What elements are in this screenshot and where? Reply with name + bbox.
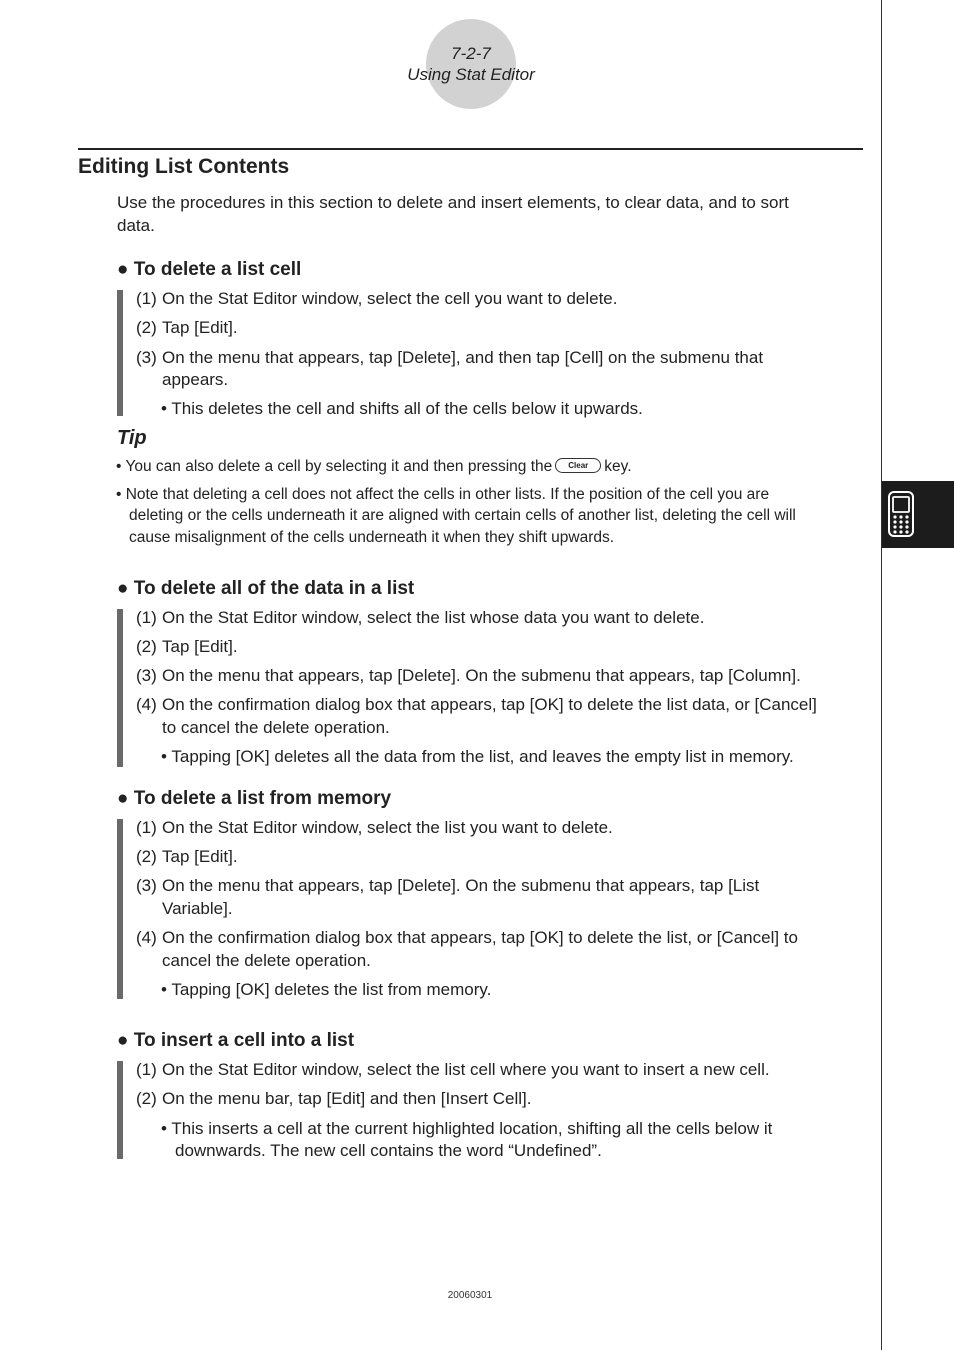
procedure-heading-text: To delete all of the data in a list: [133, 578, 415, 599]
step-note: • Tapping [OK] deletes the list from memory.: [161, 980, 492, 999]
tip-text: deleting or the cells underneath it are aligned with certain cells of another list, deleting the cell will: [129, 507, 796, 524]
step-text: On the Stat Editor window, select the list cell where you want to insert a new cell.: [162, 1060, 770, 1079]
page-edge-rule: [881, 0, 882, 1350]
tip-bullet: [116, 456, 632, 478]
step-number: (2): [136, 847, 157, 866]
footer-code: 20060301: [447, 1290, 493, 1301]
step-number: (2): [136, 637, 157, 656]
step-number: (1): [136, 818, 157, 837]
step-number: (3): [136, 876, 157, 895]
procedure-heading: ● To delete all of the data in a list: [117, 578, 415, 599]
tip-text: cause misalignment of the cells underneath it when they shift upwards.: [129, 529, 615, 546]
calculator-icon: [886, 491, 916, 537]
step-text: On the menu bar, tap [Edit] and then [Insert Cell].: [162, 1089, 532, 1108]
procedure-bar: [117, 819, 123, 999]
tip-bullet: • Note that deleting a cell does not affect the cells in other lists. If the position of the cell you are: [116, 486, 770, 503]
step-text: On the confirmation dialog box that appears, tap [OK] to delete the list data, or [Cancel]: [162, 695, 817, 714]
step-text: On the menu that appears, tap [Delete]. On the submenu that appears, tap [List: [162, 876, 760, 895]
procedure-bar: [117, 290, 123, 416]
step-number: (4): [136, 928, 157, 947]
tip-text: key.: [604, 458, 632, 475]
step-text: On the Stat Editor window, select the list you want to delete.: [162, 818, 613, 837]
tip-title: Tip: [117, 427, 147, 449]
procedure-bar: [117, 1061, 123, 1159]
step-number: (1): [136, 1060, 157, 1079]
procedure-heading-text: To delete a list from memory: [133, 788, 392, 809]
step-text: On the confirmation dialog box that appears, tap [OK] to delete the list, or [Cancel] to: [162, 928, 798, 947]
clear-key-icon: Clear: [555, 458, 601, 473]
step-text: Tap [Edit].: [162, 637, 238, 656]
intro-paragraph: [117, 191, 847, 237]
step-note: downwards. The new cell contains the word “Undefined”.: [175, 1141, 602, 1160]
intro-line: Use the procedures in this section to delete and insert elements, to clear data, and to sort: [117, 193, 789, 212]
procedure-heading-text: To insert a cell into a list: [133, 1030, 355, 1051]
step-text: cancel the delete operation.: [162, 951, 371, 970]
procedure-heading: ● To delete a list from memory: [117, 788, 392, 809]
tip-text: • You can also delete a cell by selecting it and then pressing the: [116, 458, 553, 475]
procedure-heading: ● To delete a list cell: [117, 259, 302, 280]
chapter-side-tab: [882, 481, 954, 548]
step-number: (3): [136, 666, 157, 685]
step-number: (4): [136, 695, 157, 714]
step-text: Tap [Edit].: [162, 318, 238, 337]
step-note: • Tapping [OK] deletes all the data from the list, and leaves the empty list in memory.: [161, 747, 794, 766]
page-number: 7-2-7: [451, 44, 491, 63]
step-note: • This inserts a cell at the current highlighted location, shifting all the cells below it: [161, 1119, 773, 1138]
intro-line: data.: [117, 216, 155, 235]
step-text: On the Stat Editor window, select the cell you want to delete.: [162, 289, 618, 308]
step-text: On the menu that appears, tap [Delete], and then tap [Cell] on the submenu that: [162, 348, 764, 367]
step-number: (3): [136, 348, 157, 367]
step-number: (1): [136, 608, 157, 627]
step-text: Variable].: [162, 899, 233, 918]
procedure-heading: ● To insert a cell into a list: [117, 1030, 355, 1051]
section-title: Editing List Contents: [78, 155, 290, 178]
step-text: Tap [Edit].: [162, 847, 238, 866]
step-text: On the Stat Editor window, select the list whose data you want to delete.: [162, 608, 705, 627]
section-divider: [78, 148, 863, 150]
chapter-title: Using Stat Editor: [407, 65, 535, 84]
step-note: • This deletes the cell and shifts all of the cells below it upwards.: [161, 399, 643, 418]
step-number: (1): [136, 289, 157, 308]
step-number: (2): [136, 1089, 157, 1108]
step-text: On the menu that appears, tap [Delete]. On the submenu that appears, tap [Column].: [162, 666, 801, 685]
procedure-heading-text: To delete a list cell: [133, 259, 302, 280]
step-number: (2): [136, 318, 157, 337]
step-text: to cancel the delete operation.: [162, 718, 390, 737]
page-header-badge: [426, 19, 516, 109]
procedure-bar: [117, 609, 123, 767]
step-text: appears.: [162, 370, 229, 389]
